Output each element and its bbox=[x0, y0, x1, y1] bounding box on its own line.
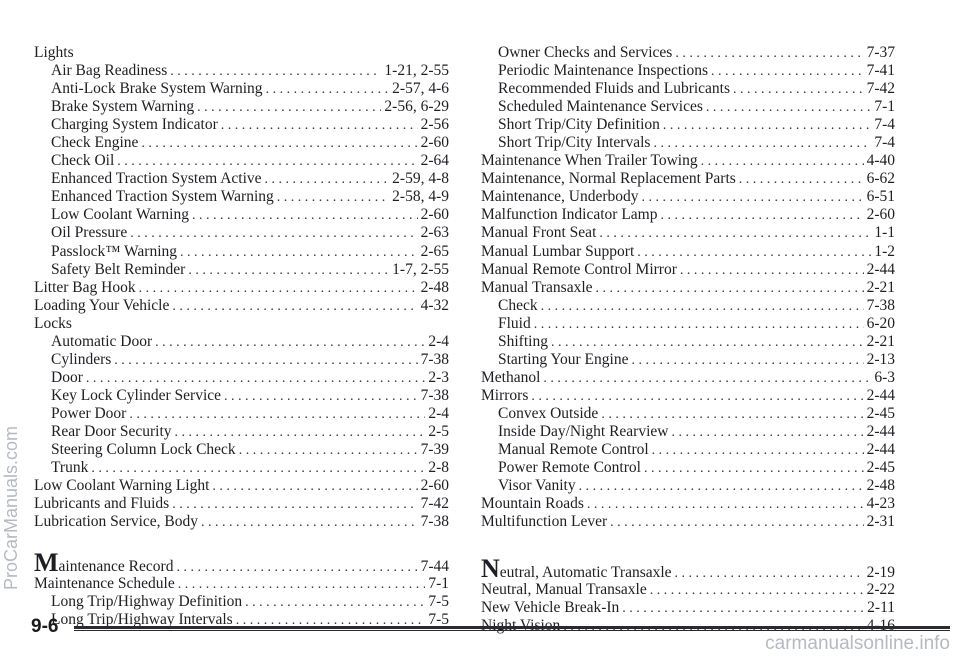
right-index-group-m bbox=[481, 44, 895, 531]
entry-page-ref: 7-37 bbox=[866, 44, 895, 61]
index-heading: Locks bbox=[34, 314, 72, 332]
entry-label: Convex Outside bbox=[498, 404, 599, 422]
entry-label: Maintenance, Normal Replacement Parts bbox=[481, 170, 736, 188]
index-entry bbox=[34, 297, 449, 315]
entry-label: Brake System Warning bbox=[51, 98, 195, 116]
index-subentry bbox=[34, 80, 449, 98]
footer-rule bbox=[74, 626, 950, 631]
entry-label: Anti-Lock Brake System Warning bbox=[51, 80, 263, 98]
dot-leader bbox=[531, 388, 863, 406]
entry-page-ref: 2-13 bbox=[866, 350, 895, 368]
index-entry bbox=[481, 170, 895, 188]
entry-label: Enhanced Traction System Warning bbox=[51, 188, 274, 206]
entry-label: Starting Your Engine bbox=[498, 350, 629, 368]
index-subentry bbox=[481, 62, 895, 80]
entry-label: Manual Lumbar Support bbox=[481, 242, 635, 260]
entry-label: Short Trip/City Definition bbox=[498, 116, 660, 134]
entry-page-ref: 2-59, 4-8 bbox=[392, 170, 449, 188]
entry-page-ref: 4-23 bbox=[866, 495, 895, 513]
index-entry-neutral-automatic: Neutral, Automatic Transaxle . . . 2-19 bbox=[481, 557, 895, 581]
index-subentry bbox=[34, 98, 449, 116]
dot-leader bbox=[130, 225, 417, 243]
entry-page-ref: 7-41 bbox=[866, 62, 895, 80]
index-subentry bbox=[34, 261, 449, 279]
index-subentry bbox=[481, 44, 895, 62]
entry-label: Charging System Indicator bbox=[51, 116, 218, 134]
entry-page-ref: 7-1 bbox=[874, 98, 895, 116]
entry-page-ref: 7-38 bbox=[420, 350, 449, 368]
entry-label: Check bbox=[498, 296, 538, 314]
entry-page-ref: 7-5 bbox=[428, 593, 449, 611]
dot-leader bbox=[197, 99, 381, 117]
dot-leader bbox=[224, 388, 418, 406]
entry-label: Power Door bbox=[51, 404, 127, 422]
index-subentry bbox=[481, 134, 895, 152]
index-entry bbox=[481, 152, 895, 170]
bottom-watermark: carmanualsonline.info bbox=[765, 633, 950, 654]
index-entry bbox=[481, 581, 895, 599]
index-subentry bbox=[34, 441, 449, 459]
entry-page-ref: 7-5 bbox=[428, 611, 449, 629]
index-subentry bbox=[481, 351, 895, 369]
dot-leader bbox=[172, 298, 417, 316]
entry-label: Maintenance When Trailer Towing bbox=[481, 152, 698, 170]
dot-leader bbox=[129, 406, 425, 424]
index-entry bbox=[481, 279, 895, 297]
dot-leader bbox=[596, 280, 864, 298]
index-subentry bbox=[34, 369, 449, 387]
dot-leader bbox=[739, 171, 864, 189]
entry-label: Safety Belt Reminder bbox=[51, 260, 186, 278]
dot-leader bbox=[175, 424, 426, 442]
dot-leader bbox=[212, 478, 417, 496]
index-entry bbox=[34, 513, 449, 531]
entry-label: Night Vision bbox=[481, 617, 561, 635]
entry-page-ref: 2-44 bbox=[866, 422, 895, 440]
entry-page-ref: 6-20 bbox=[866, 314, 895, 332]
entry-label: Multifunction Lever bbox=[481, 513, 608, 531]
entry-page-ref: 2-21 bbox=[866, 278, 895, 296]
entry-label: Enhanced Traction System Active bbox=[51, 170, 262, 188]
entry-label: Lubricants and Fluids bbox=[34, 495, 170, 513]
entry-label: Oil Pressure bbox=[51, 224, 128, 242]
index-subentry bbox=[481, 297, 895, 315]
entry-page-ref: 2-45 bbox=[866, 404, 895, 422]
entry-page-ref: 2-31 bbox=[866, 513, 895, 531]
index-subentry bbox=[34, 206, 449, 224]
entry-page-ref: 7-1 bbox=[428, 575, 449, 593]
index-entry bbox=[34, 477, 449, 495]
entry-label: Neutral, Manual Transaxle bbox=[481, 581, 647, 599]
drop-cap-n: N bbox=[481, 554, 500, 584]
entry-page-ref: 6-62 bbox=[866, 170, 895, 188]
dot-leader bbox=[680, 262, 864, 280]
entry-page-ref: 2-58, 4-9 bbox=[392, 188, 449, 206]
index-entry bbox=[481, 387, 895, 405]
index-subentry bbox=[34, 62, 449, 80]
dot-leader bbox=[534, 316, 864, 334]
entry-page-ref: 2-8 bbox=[428, 459, 449, 477]
entry-label: Check Oil bbox=[51, 152, 115, 170]
entry-page-ref: 2-5 bbox=[428, 422, 449, 440]
index-subentry bbox=[34, 188, 449, 206]
dot-leader bbox=[660, 207, 863, 225]
entry-page-ref: 2-60 bbox=[420, 134, 449, 152]
index-subentry bbox=[481, 459, 895, 477]
index-subentry bbox=[34, 224, 449, 242]
index-entry bbox=[481, 224, 895, 242]
entry-page-ref: 4-32 bbox=[420, 296, 449, 314]
entry-label: Long Trip/Highway Intervals bbox=[51, 611, 233, 629]
dot-leader bbox=[277, 189, 389, 207]
entry-page-ref: 2-60 bbox=[420, 206, 449, 224]
drop-cap-m: M bbox=[34, 548, 59, 578]
dot-leader bbox=[587, 496, 864, 514]
dot-leader bbox=[221, 117, 418, 135]
entry-label: Mountain Roads bbox=[481, 495, 584, 513]
index-subentry bbox=[34, 170, 449, 188]
dot-leader bbox=[642, 189, 864, 207]
index-entry bbox=[481, 369, 895, 387]
entry-page-ref: 7-39 bbox=[420, 441, 449, 459]
dot-leader bbox=[245, 594, 425, 612]
dot-leader bbox=[266, 81, 390, 99]
entry-page-ref: 2-63 bbox=[420, 224, 449, 242]
entry-label: Steering Column Lock Check bbox=[51, 441, 236, 459]
dot-leader bbox=[170, 63, 381, 81]
entry-label: Shifting bbox=[498, 332, 548, 350]
entry-page-ref: 2-57, 4-6 bbox=[392, 80, 449, 98]
index-subentry bbox=[481, 405, 895, 423]
dot-leader bbox=[117, 153, 417, 171]
index-subentry bbox=[481, 315, 895, 333]
entry-label: Maintenance Schedule bbox=[34, 575, 175, 593]
dot-leader bbox=[663, 117, 871, 135]
index-subentry bbox=[481, 441, 895, 459]
dot-leader bbox=[579, 478, 864, 496]
entry-page-ref: 2-48 bbox=[866, 477, 895, 495]
entry-label: Door bbox=[51, 368, 83, 386]
entry-label: Maintenance, Underbody bbox=[481, 188, 639, 206]
entry-label: Manual Transaxle bbox=[481, 278, 593, 296]
index-subentry bbox=[34, 387, 449, 405]
entry-label: Automatic Door bbox=[51, 332, 153, 350]
entry-label: Key Lock Cylinder Service bbox=[51, 386, 222, 404]
entry-label: Passlock™ Warning bbox=[51, 242, 178, 260]
dot-leader bbox=[86, 370, 425, 388]
entry-label: Check Engine bbox=[51, 134, 139, 152]
entry-label: Recommended Fluids and Lubricants bbox=[498, 80, 731, 98]
entry-page-ref: 1-7, 2-55 bbox=[392, 260, 449, 278]
entry-page-ref: 2-45 bbox=[866, 459, 895, 477]
dot-leader bbox=[543, 370, 871, 388]
entry-page-ref: 6-51 bbox=[866, 188, 895, 206]
index-subentry bbox=[34, 243, 449, 261]
dot-leader bbox=[551, 334, 864, 352]
dot-leader bbox=[599, 225, 871, 243]
entry-label: Cylinders bbox=[51, 350, 112, 368]
entry-label: Visor Vanity bbox=[498, 477, 576, 495]
entry-label: Manual Remote Control bbox=[498, 441, 649, 459]
index-subentry bbox=[34, 116, 449, 134]
entry-page-ref: 2-44 bbox=[866, 260, 895, 278]
left-index-group-l bbox=[34, 44, 449, 531]
index-entry bbox=[34, 279, 449, 297]
entry-label: Manual Front Seat bbox=[481, 224, 597, 242]
entry-page-ref: 2-64 bbox=[420, 152, 449, 170]
entry-label: Fluid bbox=[498, 314, 531, 332]
entry-page-ref: 2-44 bbox=[866, 441, 895, 459]
dot-leader bbox=[178, 576, 426, 594]
dot-leader bbox=[601, 406, 863, 424]
entry-page-ref: 2-65 bbox=[420, 242, 449, 260]
dot-leader bbox=[192, 207, 418, 225]
index-subentry bbox=[481, 80, 895, 98]
entry-page-ref: 1-2 bbox=[874, 242, 895, 260]
dot-leader bbox=[711, 63, 864, 81]
entry-page-ref: 1-21, 2-55 bbox=[384, 62, 449, 80]
entry-label: Loading Your Vehicle bbox=[34, 296, 170, 314]
index-heading: Lights bbox=[34, 44, 74, 61]
entry-label: Methanol bbox=[481, 368, 541, 386]
entry-page-ref: 2-11 bbox=[867, 599, 895, 617]
entry-label: Power Remote Control bbox=[498, 459, 641, 477]
dot-leader bbox=[239, 442, 418, 460]
entry-page-ref: 2-22 bbox=[866, 581, 895, 599]
entry-page-ref: 7-38 bbox=[420, 386, 449, 404]
dot-leader bbox=[652, 442, 864, 460]
entry-label: Malfunction Indicator Lamp bbox=[481, 206, 658, 224]
dot-leader bbox=[188, 262, 389, 280]
index-subentry bbox=[481, 423, 895, 441]
entry-page-ref: 2-3 bbox=[428, 368, 449, 386]
entry-label: Short Trip/City Intervals bbox=[498, 134, 651, 152]
dot-leader bbox=[631, 352, 863, 370]
dot-leader bbox=[180, 244, 418, 262]
entry-page-ref: 2-60 bbox=[866, 206, 895, 224]
index-entry bbox=[34, 495, 449, 513]
entry-label: Mirrors bbox=[481, 386, 529, 404]
entry-page-ref: 7-4 bbox=[874, 134, 895, 152]
entry-page-ref: 2-56, 6-29 bbox=[384, 98, 449, 116]
index-subentry bbox=[34, 593, 449, 611]
dot-leader bbox=[139, 280, 418, 298]
entry-page-ref: 2-60 bbox=[420, 477, 449, 495]
dot-leader bbox=[671, 424, 863, 442]
right-column bbox=[481, 44, 895, 635]
entry-label: New Vehicle Break-In bbox=[481, 599, 620, 617]
side-watermark: ProCarManuals.com bbox=[1, 425, 21, 590]
index-entry bbox=[481, 599, 895, 617]
dot-leader bbox=[91, 460, 425, 478]
dot-leader bbox=[675, 45, 863, 63]
entry-page-ref: 7-42 bbox=[420, 495, 449, 513]
dot-leader bbox=[653, 135, 871, 153]
index-subentry bbox=[34, 405, 449, 423]
index-entry bbox=[481, 495, 895, 513]
index-subentry bbox=[34, 351, 449, 369]
entry-label: Low Coolant Warning bbox=[51, 206, 189, 224]
entry-page-ref: 7-38 bbox=[866, 296, 895, 314]
index-entry-maintenance-record: Maintenance Record . . . 7-44 bbox=[34, 551, 449, 575]
entry-label: Litter Bag Hook bbox=[34, 278, 136, 296]
entry-page-ref: 2-44 bbox=[866, 386, 895, 404]
entry-page-ref: 1-1 bbox=[874, 224, 895, 242]
entry-page-ref: 4-40 bbox=[866, 152, 895, 170]
entry-label: Trunk bbox=[51, 459, 89, 477]
index-entry bbox=[481, 513, 895, 531]
dot-leader bbox=[650, 582, 864, 600]
entry-label: Scheduled Maintenance Services bbox=[498, 98, 703, 116]
entry-page-ref: 7-42 bbox=[866, 80, 895, 98]
dot-leader bbox=[541, 298, 864, 316]
dot-leader bbox=[622, 600, 864, 618]
page-number: 9-6 bbox=[31, 616, 59, 637]
index-subentry bbox=[34, 333, 449, 351]
dot-leader bbox=[637, 244, 871, 262]
index-subentry bbox=[34, 134, 449, 152]
entry-page-ref: 2-56 bbox=[420, 116, 449, 134]
dot-leader bbox=[644, 460, 864, 478]
dot-leader bbox=[706, 99, 871, 117]
dot-leader bbox=[733, 81, 864, 99]
index-subentry bbox=[34, 423, 449, 441]
index-entry bbox=[34, 575, 449, 593]
entry-label: Manual Remote Control Mirror bbox=[481, 260, 677, 278]
left-column bbox=[34, 44, 449, 629]
dot-leader bbox=[610, 514, 863, 532]
index-entry bbox=[481, 243, 895, 261]
dot-leader bbox=[114, 352, 417, 370]
index-entry bbox=[481, 206, 895, 224]
entry-page-ref: 4-16 bbox=[866, 617, 895, 635]
entry-label: Air Bag Readiness bbox=[51, 62, 168, 80]
index-entry bbox=[481, 188, 895, 206]
index-subentry bbox=[481, 98, 895, 116]
entry-page-ref: 6-3 bbox=[874, 368, 895, 386]
entry-page-ref: 2-4 bbox=[428, 332, 449, 350]
entry-page-ref: 7-38 bbox=[420, 513, 449, 531]
left-index-group-m bbox=[34, 575, 449, 629]
index-subentry bbox=[34, 152, 449, 170]
index-subentry bbox=[481, 333, 895, 351]
entry-page-ref: 2-21 bbox=[866, 332, 895, 350]
index-subentry bbox=[34, 459, 449, 477]
index-entry bbox=[481, 261, 895, 279]
index-subentry bbox=[481, 116, 895, 134]
entry-page-ref: 7-4 bbox=[874, 116, 895, 134]
entry-label: Inside Day/Night Rearview bbox=[498, 422, 669, 440]
entry-page-ref: 2-4 bbox=[428, 404, 449, 422]
dot-leader bbox=[172, 496, 417, 514]
dot-leader bbox=[155, 334, 425, 352]
entry-label: Long Trip/Highway Definition bbox=[51, 593, 243, 611]
index-subentry bbox=[481, 477, 895, 495]
entry-label: Rear Door Security bbox=[51, 422, 172, 440]
dot-leader bbox=[701, 153, 864, 171]
entry-label: Owner Checks and Services bbox=[498, 44, 673, 61]
dot-leader bbox=[265, 171, 390, 189]
dot-leader bbox=[201, 514, 418, 532]
entry-page-ref: 2-48 bbox=[420, 278, 449, 296]
entry-label: Low Coolant Warning Light bbox=[34, 477, 210, 495]
dot-leader bbox=[141, 135, 417, 153]
entry-label: Periodic Maintenance Inspections bbox=[498, 62, 709, 80]
entry-label: Lubrication Service, Body bbox=[34, 513, 198, 531]
